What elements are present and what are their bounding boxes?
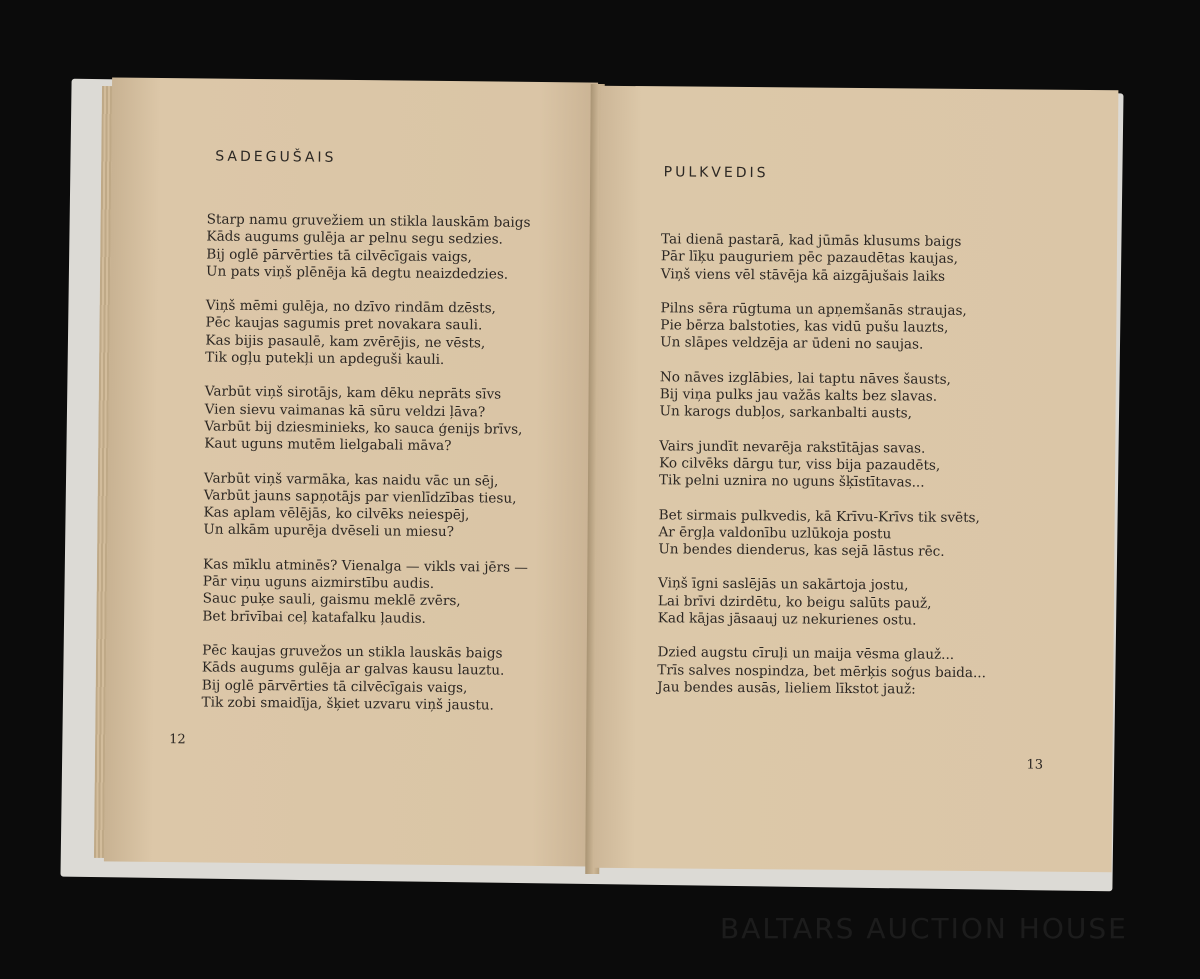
poem-line: Tai dienā pastarā, kad jūmās klusums baigs — [661, 231, 962, 250]
poem-line: Tik pelni uznira no uguns šķīstītavas... — [658, 472, 925, 491]
stanza — [203, 470, 584, 543]
page-number: 12 — [169, 732, 186, 748]
poem-line: Pēc kaujas gruvežos un stikla lauskās baigs — [202, 642, 503, 662]
stanza — [659, 369, 1099, 425]
poem-line: Bij viņa pulks jau važās kalts bez slavas. — [659, 386, 938, 405]
poem-title: PULKVEDIS — [663, 164, 769, 182]
poem-line: Pilns sēra rūgtuma un apņemšanās straujas, — [660, 300, 967, 319]
poem-line: Un bendes dienderus, kas sejā lāstus rēc. — [658, 541, 945, 560]
poem-line: Tik ogļu putekļi un apdeguši kauli. — [205, 349, 445, 369]
poem-line: Varbūt bij dziesminieks, ko sauca ģenijs brīvs, — [204, 418, 523, 438]
stanza — [206, 211, 587, 284]
poem-line: Jau bendes ausās, lieliem līkstot jauž: — [657, 679, 916, 698]
poem-line: Pār viņu uguns aizmirstību audis. — [202, 573, 435, 592]
stanza — [205, 298, 586, 371]
poem-line: Tik zobi smaidīja, šķiet uzvaru viņš jaustu. — [201, 694, 495, 714]
stanza — [202, 556, 583, 629]
stanza — [657, 645, 1097, 701]
poem-line: Kad kājas jāsaauj uz nekurienes ostu. — [657, 610, 917, 629]
poem-line: Kaut uguns mutēm lielgabali māva? — [204, 435, 452, 455]
poem-line: Bij oglē pārvērties tā cilvēcīgais vaigs, — [201, 676, 468, 696]
poem-line: Kas bijis pasaulē, kam zvērējis, ne vēsts, — [205, 332, 486, 352]
poem-line: Bet brīvībai ceļ katafalku ļaudis. — [202, 608, 427, 627]
poem-line: Un karogs dubļos, sarkanbalti austs, — [659, 403, 913, 422]
poem-line: Bet sirmais pulkvedis, kā Krīvu-Krīvs tik svēts, — [658, 506, 980, 526]
poem-line: Varbūt viņš sirotājs, kam dēku neprāts sīvs — [204, 383, 502, 403]
poem-title: SADEGUŠAIS — [215, 148, 337, 166]
poem-line: Un slāpes veldzēja ar ūdeni no saujas. — [660, 334, 924, 354]
poem-line: Viņš viens vēl stāvēja kā aizgājušais laiks — [660, 265, 946, 285]
poem-line: Kas aplam vēlējās, ko cilvēks neiespēj, — [203, 504, 470, 524]
auction-watermark: BALTARS AUCTION HOUSE — [720, 912, 1128, 945]
poem-line: Un pats viņš plēnēja kā degtu neaizdedzies. — [206, 263, 509, 283]
poem-line: Kāds augums gulēja ar pelnu segu sedzies. — [206, 228, 504, 248]
poem-line: Bij oglē pārvērties tā cilvēcīgais vaigs, — [206, 246, 472, 265]
poem-line: Pēc kaujas sagumis pret novakara sauli. — [205, 314, 483, 334]
stanza — [659, 438, 1099, 494]
poem-line: Starp namu gruvežiem un stikla lauskām baigs — [206, 211, 531, 231]
stanza — [658, 576, 1098, 632]
poem-line: Lai brīvi dzirdētu, ko beigu salūts pauž, — [657, 593, 932, 612]
poem-line: Vien sievu vaimanas kā sūru veldzi ļāva? — [204, 401, 486, 421]
poem-line: Varbūt jauns sapņotājs par vienlīdzības tiesu, — [203, 487, 517, 507]
left-page — [104, 77, 598, 866]
poem-body — [657, 231, 1101, 717]
stanza — [201, 642, 582, 715]
poem-line: Ar ērgļa valdonību uzlūkoja postu — [658, 524, 892, 543]
poem-line: Kas mīklu atminēs? Vienalga — vikls vai jērs — — [202, 556, 528, 576]
stanza — [658, 507, 1098, 563]
stanza — [661, 231, 1101, 287]
poem-line: Varbūt viņš varmāka, kas naidu vāc un sēj, — [203, 470, 499, 490]
page-number: 13 — [1026, 757, 1044, 773]
poem-line: Un alkām upurēja dvēseli un miesu? — [203, 521, 454, 541]
poem-line: Trīs salves nospindza, bet mērķis soģus baida... — [657, 661, 987, 681]
poem-line: Dzied augstu cīruļi un maija vēsma glauž... — [657, 644, 955, 664]
poem-line: Ko cilvēks dārgu tur, viss bija pazaudēts, — [659, 455, 941, 474]
right-page — [594, 86, 1119, 872]
stanza — [660, 300, 1100, 356]
poem-line: No nāves izglābies, lai taptu nāves šausts, — [659, 369, 951, 388]
stanza — [204, 384, 585, 457]
poem-line: Kāds augums gulēja ar galvas kausu lauztu. — [201, 659, 505, 679]
poem-line: Viņš īgni saslējās un sakārtoja jostu, — [658, 575, 909, 594]
poem-line: Pār līķu pauguriem pēc pazaudētas kaujas, — [660, 248, 959, 268]
poem-line: Sauc puķe sauli, gaismu meklē zvērs, — [202, 590, 461, 610]
poem-line: Vairs jundīt nevarēja rakstītājas savas. — [659, 437, 926, 457]
poem-line: Pie bērza balstoties, kas vidū pušu lauzts, — [660, 317, 949, 336]
poem-body — [201, 211, 586, 732]
poem-line: Viņš mēmi gulēja, no dzīvo rindām dzēsts, — [205, 297, 497, 317]
